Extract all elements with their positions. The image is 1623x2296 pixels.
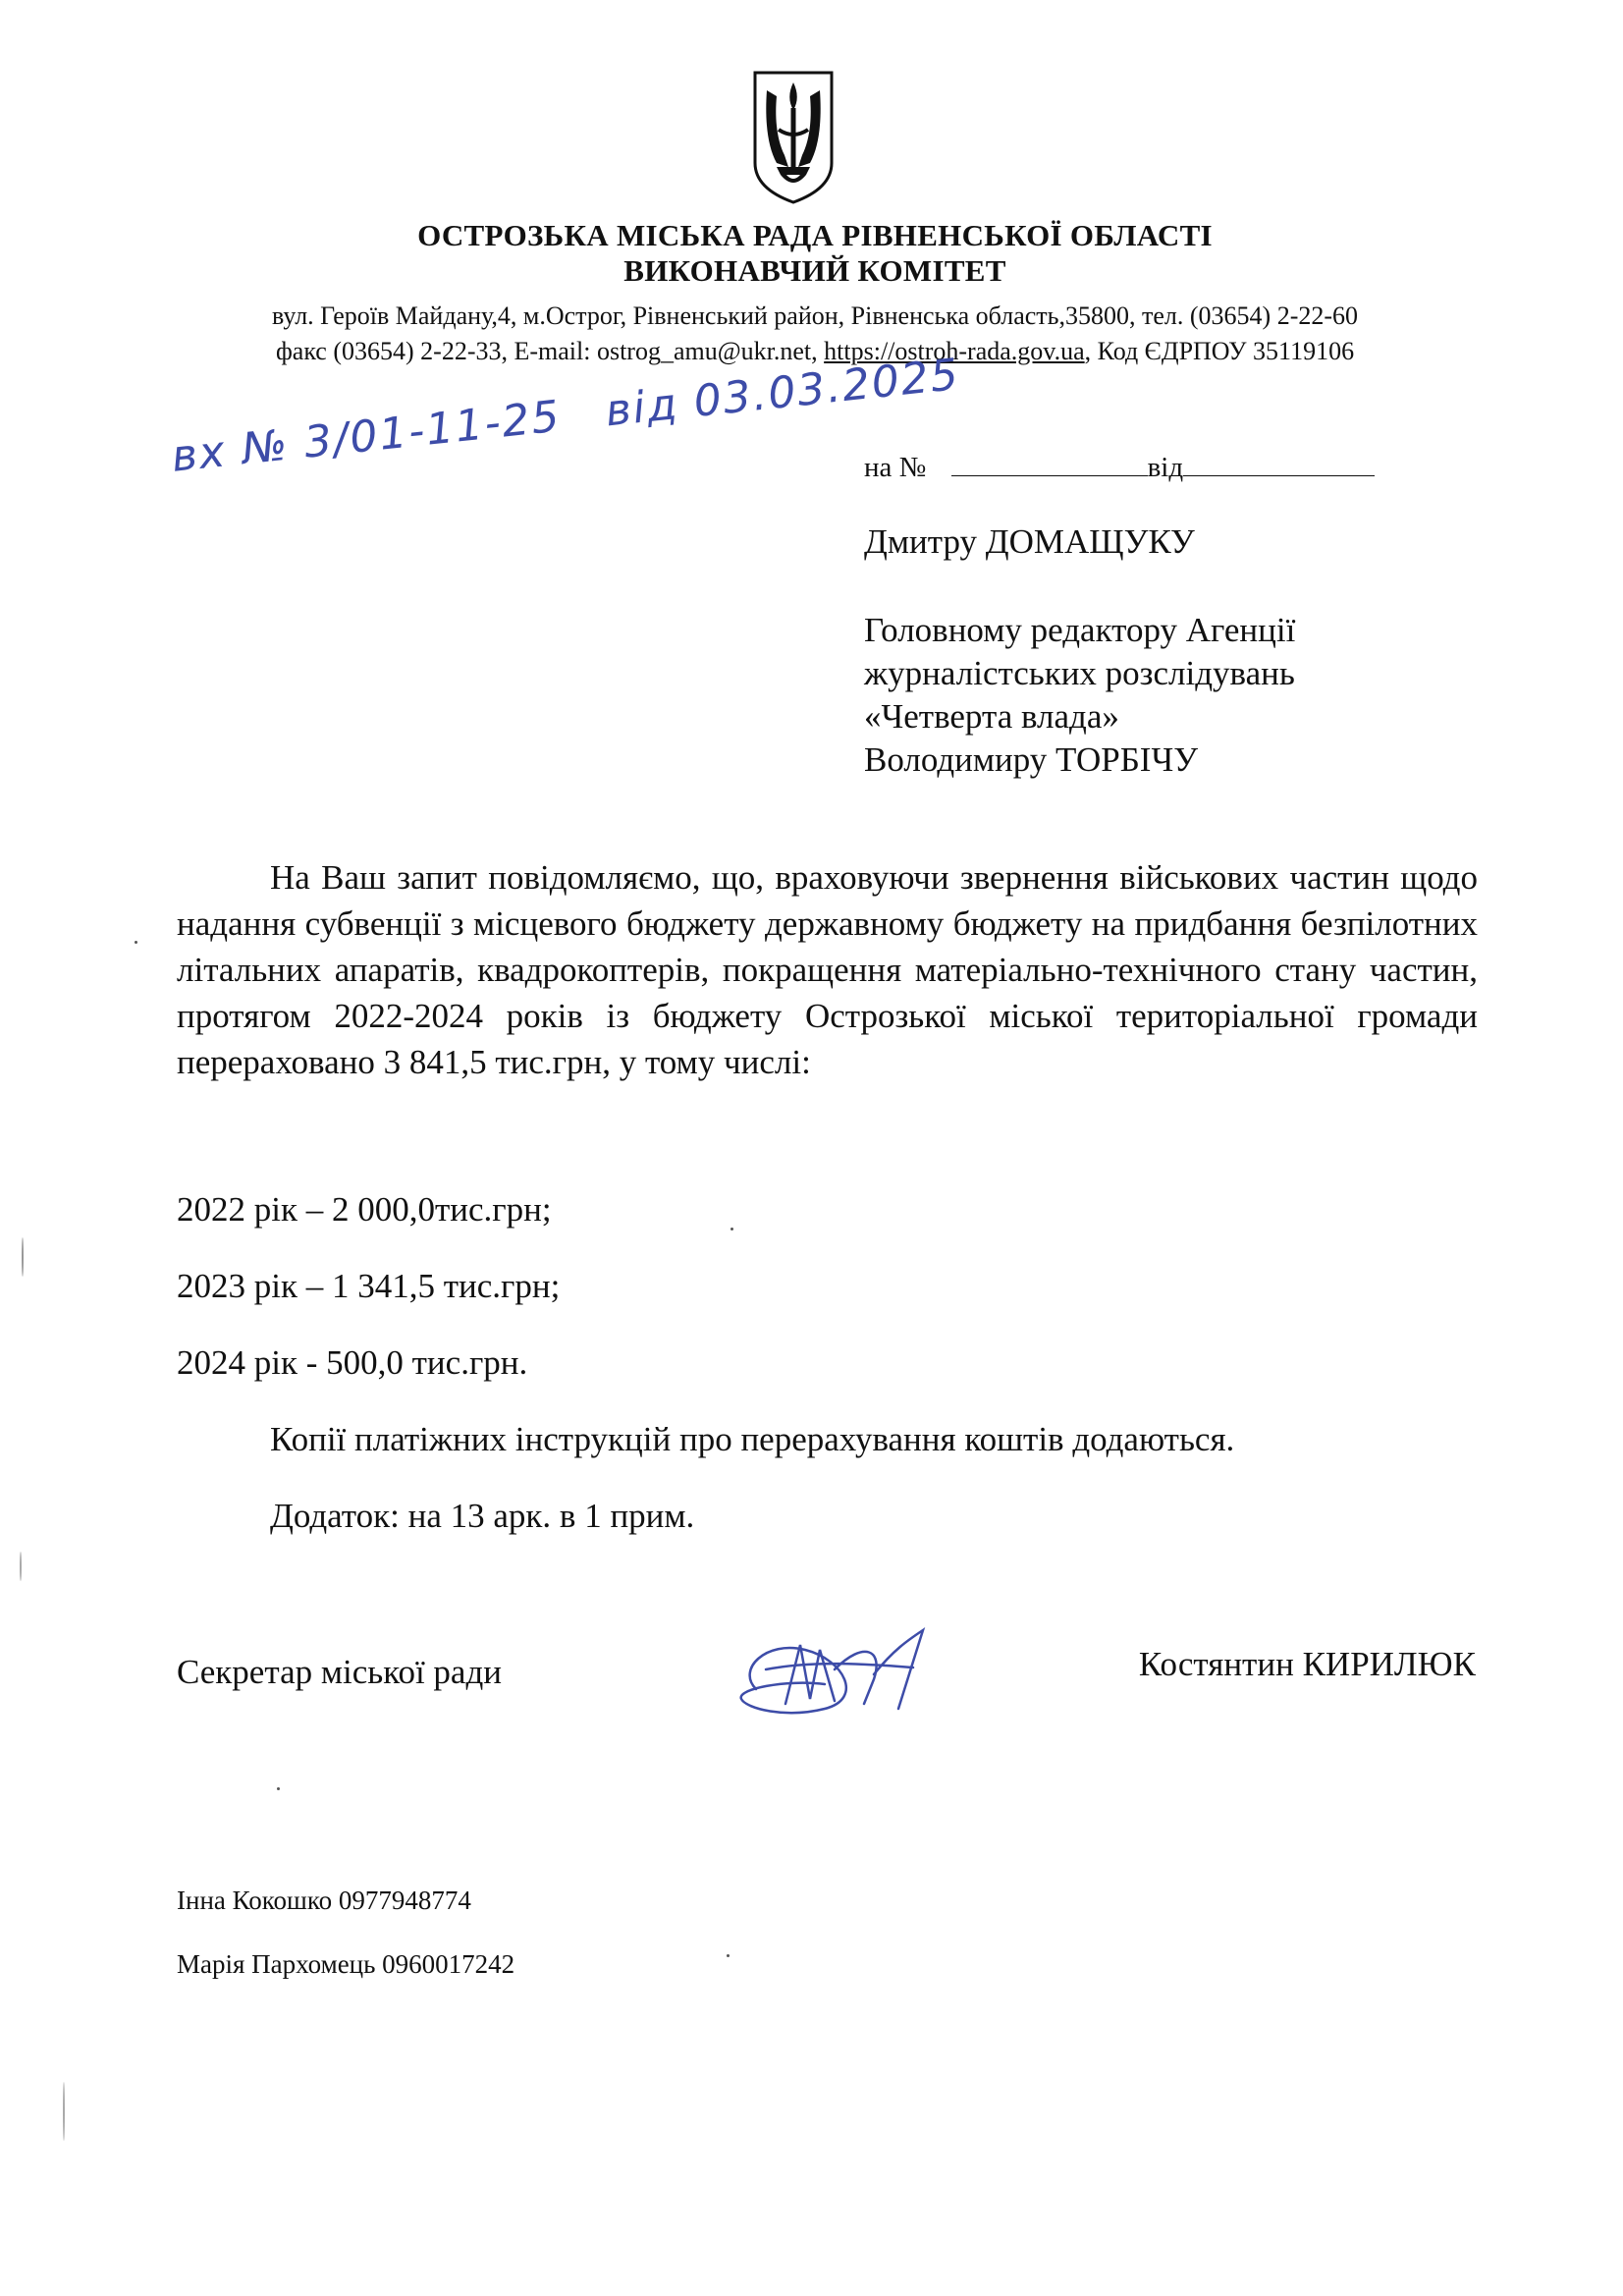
amount-2022: 2022 рік – 2 000,0тис.грн; bbox=[177, 1190, 552, 1229]
signatory-name: Костянтин КИРИЛЮК bbox=[1138, 1645, 1476, 1683]
org-contacts: факс (03654) 2-22-33, E-mail: ostrog_amu@ukr.net, https://ostroh-rada.gov.ua, Код ЄДРПОУ 35119106 bbox=[275, 337, 1355, 365]
amount-2024: 2024 рік - 500,0 тис.грн. bbox=[177, 1343, 528, 1382]
signature-icon bbox=[727, 1611, 943, 1738]
registration-number: вх № 3/01-11-25 bbox=[169, 391, 564, 482]
contact-person-2: Марія Пархомець 0960017242 bbox=[177, 1949, 515, 1979]
org-department: ВИКОНАВЧИЙ КОМІТЕТ bbox=[623, 253, 1006, 288]
addressee-name: Дмитру ДОМАЩУКУ bbox=[864, 522, 1195, 561]
contact-person-1: Інна Кокошко 0977948774 bbox=[177, 1886, 471, 1915]
letterhead bbox=[177, 218, 1453, 369]
org-name: ОСТРОЗЬКА МІСЬКА РАДА РІВНЕНСЬКОЇ ОБЛАСТІ bbox=[417, 218, 1213, 252]
body-paragraph: На Ваш запит повідомляємо, що, враховуючи звернення військових частин щодо надання субвенції з місцевого бюджету державному бюджету на придбання безпілотних літальних апаратів, квадрокоптерів, покращення матеріально-технічного стану частин, протягом 2022-2024 років із бюджету Острозької міської територіальної громади перераховано 3 841,5 тис.грн, у тому числі: bbox=[177, 858, 1478, 1081]
org-address: вул. Героїв Майдану,4, м.Острог, Рівненський район, Рівненська область,35800, тел. (03654) 2-22-60 bbox=[271, 301, 1359, 330]
reference-date-blank bbox=[1183, 452, 1375, 476]
registration-stamp bbox=[169, 349, 962, 482]
website-link[interactable]: https://ostroh-rada.gov.ua bbox=[824, 337, 1085, 365]
copies-note: Копії платіжних інструкцій про перерахування коштів додаються. bbox=[270, 1420, 1235, 1458]
coat-of-arms-icon bbox=[749, 69, 838, 206]
reference-number-blank bbox=[951, 452, 1148, 476]
amount-2023: 2023 рік – 1 341,5 тис.грн; bbox=[177, 1267, 561, 1305]
registration-date: від 03.03.2025 bbox=[603, 349, 962, 437]
reference-line: на № від bbox=[864, 452, 1375, 484]
attachment-note: Додаток: на 13 арк. в 1 прим. bbox=[270, 1497, 695, 1535]
addressee-block: Головному редактору Агенції журналістських розслідувань «Четверта влада» Володимиру ТОРБІЧУ bbox=[864, 611, 1296, 779]
signatory-position: Секретар міської ради bbox=[177, 1653, 502, 1691]
